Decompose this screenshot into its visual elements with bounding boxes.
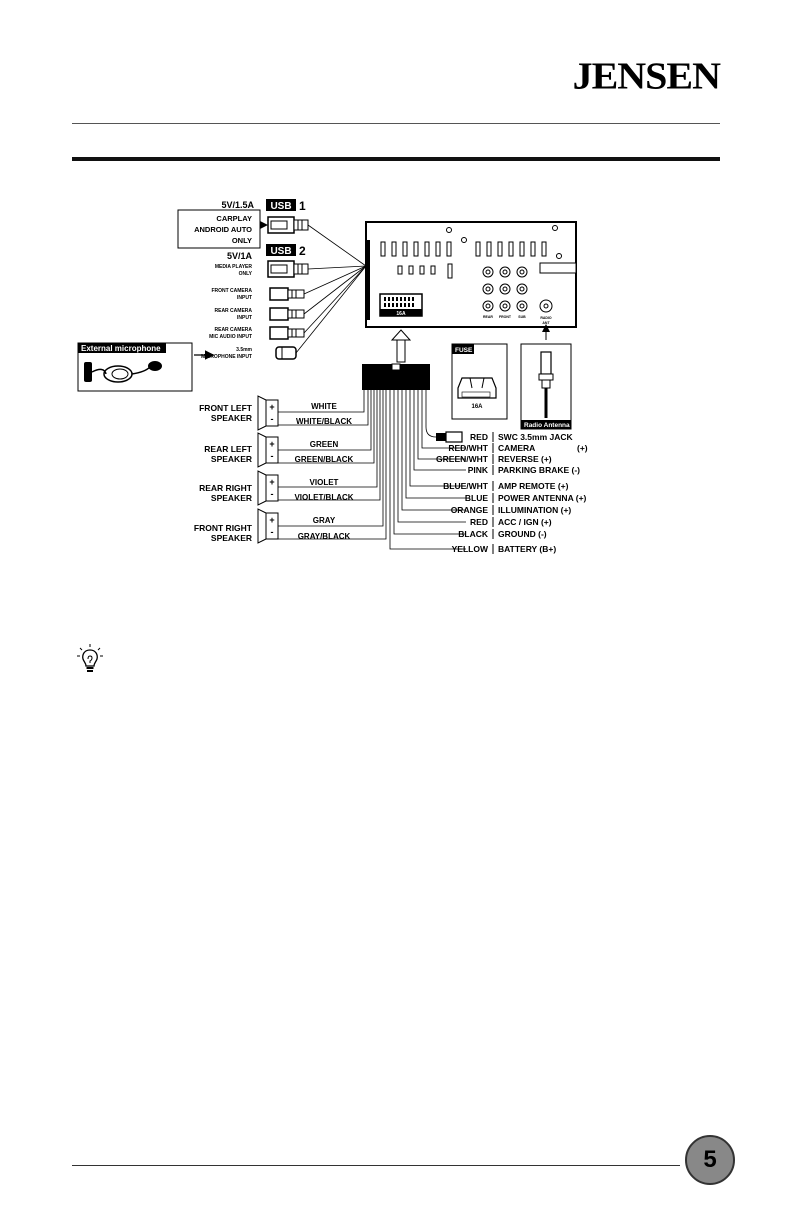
speaker-fr-name-1: FRONT RIGHT (193, 523, 252, 533)
wire-func-8: GROUND (-) (498, 529, 547, 539)
wire-color-4: BLUE/WHT (443, 481, 488, 491)
fuse-icon (458, 378, 496, 398)
wire-color-2: GREEN/WHT (436, 454, 488, 464)
wire-color-5: BLUE (464, 493, 488, 503)
input-harness-wires (296, 225, 366, 353)
speaker-fl-name-1: FRONT LEFT (199, 403, 252, 413)
speaker-front-left-icon (258, 396, 278, 430)
footer-rule (72, 1165, 680, 1166)
wire-fr-pos: GRAY (312, 516, 336, 525)
wire-color-8: BLACK (458, 529, 488, 539)
harness-latch (392, 364, 400, 370)
speaker-fr-name-2: SPEAKER (210, 533, 252, 543)
wire-func-6: ILLUMINATION (+) (498, 505, 572, 515)
fr-plus: + (269, 515, 275, 525)
wire-rl-neg: GREEN/BLACK (294, 455, 354, 464)
page-number: 5 (685, 1135, 735, 1185)
front-camera-label-2: INPUT (237, 295, 252, 301)
usb2-desc-1: MEDIA PLAYER (214, 264, 252, 270)
wire-color-9: YELLOW (451, 544, 488, 554)
mic-jack-icon (276, 347, 296, 359)
wire-func-3: PARKING BRAKE (-) (498, 465, 581, 475)
mic-input-label-1: 3.5mm (236, 347, 252, 353)
wire-color-0: RED (470, 432, 488, 442)
speaker-rr-name-1: REAR RIGHT (199, 483, 252, 493)
antenna-port-label-2: ANT (542, 321, 550, 325)
speaker-rear-left-icon (258, 433, 278, 467)
mic-input-label-2: MICROPHONE INPUT (201, 354, 252, 360)
wire-func-9: BATTERY (B+) (498, 544, 557, 554)
usb1-power: 5V/1.5A (221, 200, 254, 210)
rr-minus: - (270, 489, 274, 499)
function-wire-labels (436, 432, 588, 554)
wire-func-5: POWER ANTENNA (+) (498, 493, 587, 503)
wire-func-7: ACC / IGN (+) (498, 517, 552, 527)
speaker-rl-name-1: REAR LEFT (204, 444, 252, 454)
speaker-fl-name-2: SPEAKER (210, 413, 252, 423)
wire-rr-pos: VIOLET (309, 478, 339, 487)
speaker-rear-right-icon (258, 471, 278, 505)
fl-minus: - (270, 414, 274, 424)
antenna-label: Radio Antenna (524, 422, 570, 429)
rear-camera-label-1: REAR CAMERA (214, 308, 252, 314)
wire-fl-pos: WHITE (311, 402, 337, 411)
wire-fl-neg: WHITE/BLACK (296, 417, 352, 426)
brand-logo: JENSEN (572, 54, 720, 97)
usb2-number: 2 (299, 244, 306, 258)
usb1-desc-3: ONLY (231, 236, 252, 245)
front-camera-label-1: FRONT CAMERA (211, 288, 252, 294)
wire-rr-neg: VIOLET/BLACK (294, 493, 354, 502)
rear-camera-label-2: INPUT (237, 315, 252, 321)
rear-camera-rca-icon (270, 308, 304, 320)
harness-arrow (392, 330, 410, 362)
fr-minus: - (270, 527, 274, 537)
connector-rating: 16A (396, 311, 406, 317)
lightbulb-icon (76, 644, 104, 676)
fuse-rating: 16A (471, 404, 483, 410)
wire-color-7: RED (470, 517, 488, 527)
wiring-diagram (0, 0, 792, 600)
wire-func-4: AMP REMOTE (+) (498, 481, 569, 491)
rl-plus: + (269, 439, 275, 449)
wire-color-3: PINK (467, 465, 488, 475)
front-camera-rca-icon (270, 288, 304, 300)
swc-jack-icon (436, 432, 462, 442)
wire-rl-pos: GREEN (309, 440, 339, 449)
usb1-badge-label: USB (270, 201, 292, 212)
fuse-label: FUSE (455, 347, 473, 354)
usb2-connector-icon (268, 261, 308, 277)
rr-plus: + (269, 477, 275, 487)
rear-mic-rca-icon (270, 327, 304, 339)
usb2-badge-label: USB (270, 246, 292, 257)
usb1-desc-2: ANDROID AUTO (194, 225, 252, 234)
wire-func-0: SWC 3.5mm JACK (498, 432, 573, 442)
ext-mic-label: External microphone (81, 344, 161, 353)
rl-minus: - (270, 451, 274, 461)
wire-extra-1: (+) (577, 443, 588, 453)
usb2-desc-2: ONLY (238, 271, 252, 277)
wire-func-1: CAMERA (498, 443, 536, 453)
wire-fr-neg: GRAY/BLACK (297, 532, 351, 541)
wire-func-2: REVERSE (+) (498, 454, 552, 464)
rca-label-front: FRONT (498, 315, 512, 319)
wire-color-6: ORANGE (450, 505, 488, 515)
rca-label-rear: REAR (483, 315, 493, 319)
usb2-power: 5V/1A (226, 251, 252, 261)
wire-color-1: RED/WHT (448, 443, 488, 453)
fl-plus: + (269, 402, 275, 412)
speaker-front-right-icon (258, 509, 278, 543)
usb1-desc-1: CARPLAY (216, 214, 252, 223)
rca-label-sub: SUB (518, 315, 526, 319)
rear-mic-label-1: REAR CAMERA (214, 327, 252, 333)
rear-mic-label-2: MIC AUDIO INPUT (209, 334, 252, 340)
speaker-rr-name-2: SPEAKER (210, 493, 252, 503)
usb1-connector-icon (268, 217, 308, 233)
speaker-rl-name-2: SPEAKER (210, 454, 252, 464)
antenna-port-label-1: RADIO (540, 316, 552, 320)
usb1-number: 1 (299, 199, 306, 213)
